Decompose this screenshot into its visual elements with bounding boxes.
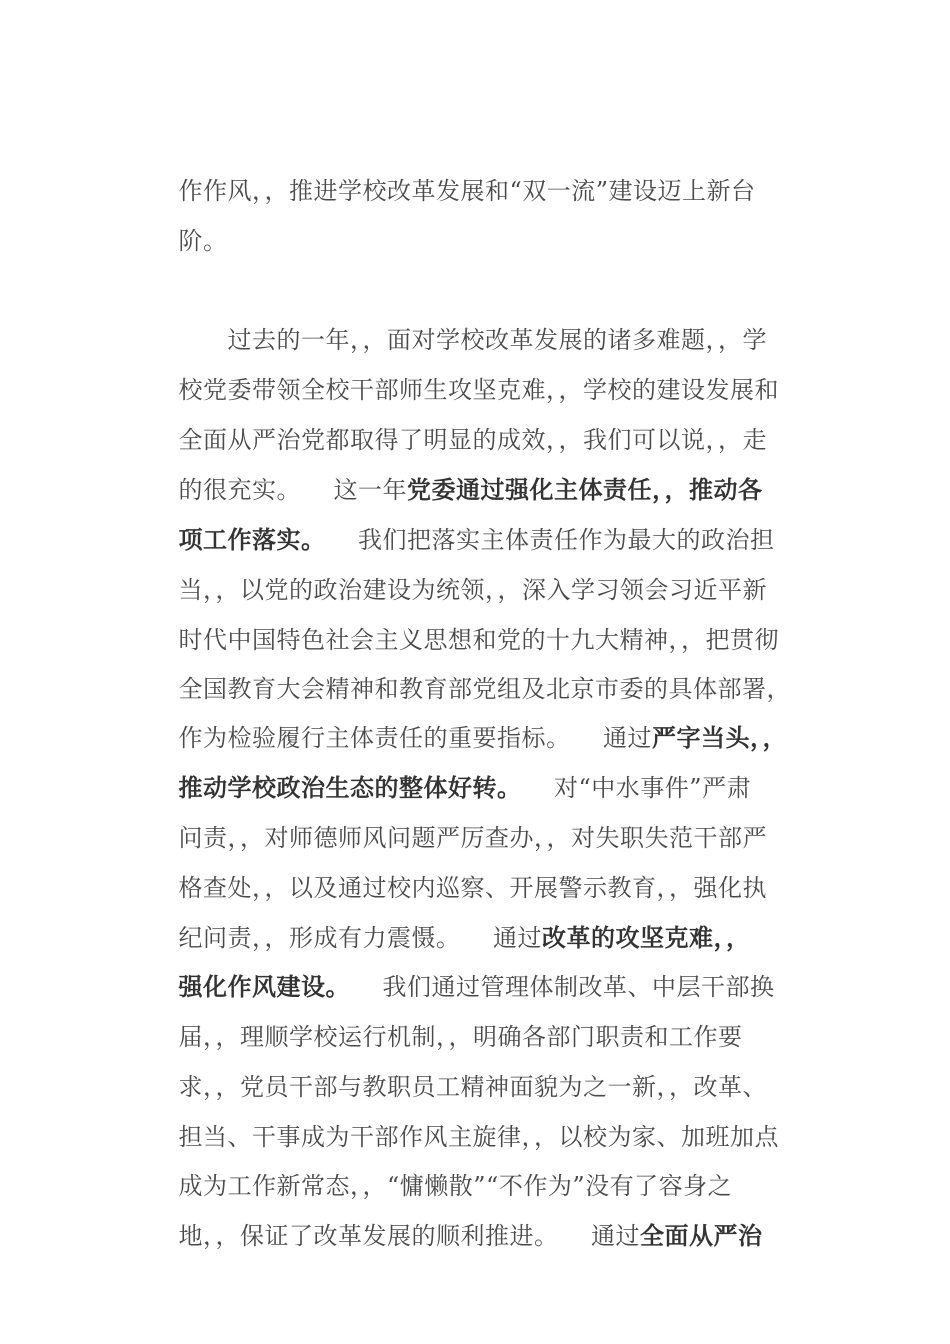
text-run: 当，，以党的政治建设为统领，，深入学习领会习近平新 <box>178 576 768 604</box>
text-line <box>146 580 806 654</box>
text-line <box>146 330 806 404</box>
text-line <box>146 828 806 902</box>
text-run: 成为工作新常态，，“慵懒散”“不作为”没有了容身之 <box>178 1172 733 1200</box>
text-run: 我们通过管理体制改革、中层干部换 <box>350 973 775 1001</box>
text-line <box>146 131 806 205</box>
text-line <box>146 1176 806 1250</box>
text-run: 地，，保证了改革发展的顺利推进。 <box>178 1222 559 1250</box>
bold-heading-run: 强化作风建设。 <box>178 972 351 1001</box>
text-line <box>146 480 806 554</box>
text-run: 阶。 <box>178 227 228 255</box>
text-line <box>146 629 806 703</box>
text-run: 时代中国特色社会主义思想和党的十九大精神，，把贯彻 <box>178 626 780 654</box>
text-line <box>146 728 806 802</box>
paragraph-first-line <box>195 280 806 354</box>
text-run: 通过 <box>460 924 543 952</box>
text-line <box>146 430 806 504</box>
text-line <box>146 678 806 752</box>
text-run: 这一年 <box>301 476 408 504</box>
text-run: 问责，，对师德师风问题严厉查办，，对失职失范干部严 <box>178 824 768 852</box>
text-run: 作作风，，推进学校改革发展和“双一流”建设迈上新台 <box>178 177 756 205</box>
text-line <box>146 1027 806 1101</box>
text-line <box>146 380 806 454</box>
bold-heading-run: 全面从严治 <box>640 1221 763 1250</box>
bold-heading-run: 严字当头，， <box>652 723 788 752</box>
text-run: 的很充实。 <box>178 476 302 504</box>
text-line <box>146 778 806 852</box>
text-run: 纪问责，，形成有力震慑。 <box>178 924 461 952</box>
text-run: 全国教育大会精神和教育部党组及北京市委的具体部署， <box>178 675 792 703</box>
text-run: 通过 <box>558 1222 641 1250</box>
text-run: 我们把落实主体责任作为最大的政治担 <box>325 526 775 554</box>
text-run: 求，，党员干部与教职员工精神面貌为之一新，，改革、 <box>178 1073 768 1101</box>
bold-heading-run: 党委通过强化主体责任，，推动各 <box>407 475 763 504</box>
text-line <box>146 181 806 255</box>
text-run: 通过 <box>570 724 653 752</box>
bold-heading-run: 改革的攻坚克难，， <box>542 923 751 952</box>
bold-heading-run: 项工作落实。 <box>178 525 326 554</box>
text-run: 全面从严治党都取得了明显的成效，，我们可以说，，走 <box>178 426 768 454</box>
text-line <box>146 878 806 952</box>
text-run: 作为检验履行主体责任的重要指标。 <box>178 724 571 752</box>
text-run: 担当、干事成为干部作风主旋律，，以校为家、加班加点 <box>178 1123 780 1151</box>
text-line <box>146 927 806 1001</box>
text-run: 校党委带领全校干部师生攻坚克难，，学校的建设发展和 <box>178 376 780 404</box>
text-run: 届，，理顺学校运行机制，，明确各部门职责和工作要 <box>178 1023 743 1051</box>
text-line <box>146 1077 806 1151</box>
text-run: 过去的一年，，面对学校改革发展的诸多难题，，学 <box>227 326 768 354</box>
text-line <box>146 530 806 604</box>
text-run: 对“中水事件”严肃 <box>521 774 752 802</box>
bold-heading-run: 推动学校政治生态的整体好转。 <box>178 773 522 802</box>
text-line <box>146 1126 806 1200</box>
text-run: 格查处，，以及通过校内巡察、开展警示教育，，强化执 <box>178 874 768 902</box>
text-line <box>146 977 806 1051</box>
